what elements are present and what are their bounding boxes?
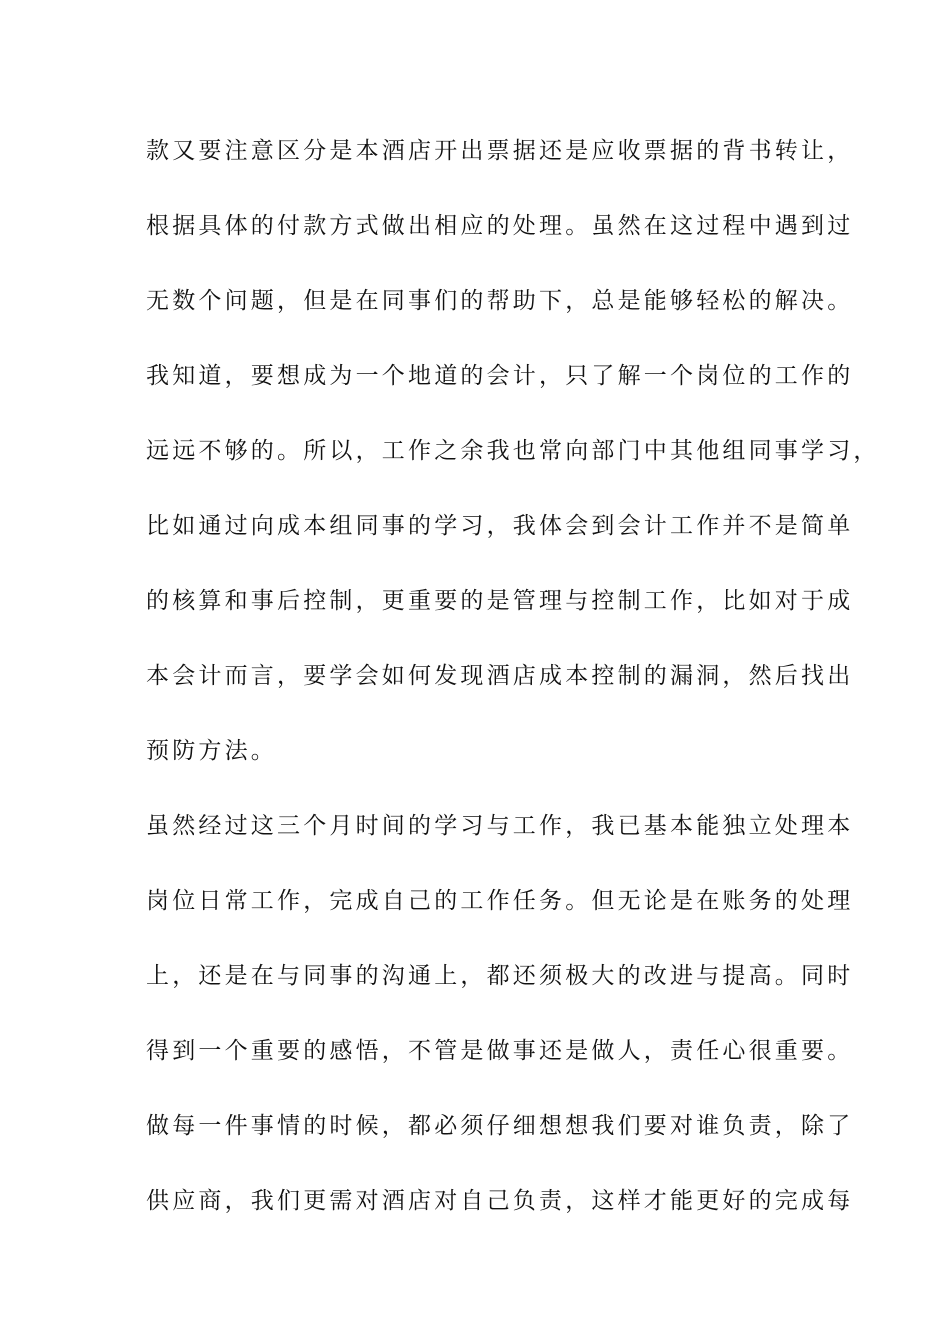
text-line: 得到一个重要的感悟，不管是做事还是做人，责任心很重要。 (146, 1038, 854, 1064)
text-line: 根据具体的付款方式做出相应的处理。虽然在这过程中遇到过 (146, 213, 854, 239)
text-line: 供应商，我们更需对酒店对自己负责，这样才能更好的完成每 (146, 1188, 854, 1214)
text-line: 预防方法。 (146, 738, 277, 764)
text-line: 虽然经过这三个月时间的学习与工作，我已基本能独立处理本 (146, 813, 854, 839)
text-line: 做每一件事情的时候，都必须仔细想想我们要对谁负责，除了 (146, 1113, 854, 1139)
text-line: 比如通过向成本组同事的学习，我体会到会计工作并不是简单 (146, 513, 854, 539)
text-line: 远远不够的。所以，工作之余我也常向部门中其他组同事学习， (146, 438, 880, 464)
text-line: 我知道，要想成为一个地道的会计，只了解一个岗位的工作的 (146, 363, 854, 389)
text-line: 无数个问题，但是在同事们的帮助下，总是能够轻松的解决。 (146, 288, 854, 314)
text-line: 上，还是在与同事的沟通上，都还须极大的改进与提高。同时 (146, 963, 854, 989)
text-line: 本会计而言，要学会如何发现酒店成本控制的漏洞，然后找出 (146, 663, 854, 689)
text-line: 岗位日常工作，完成自己的工作任务。但无论是在账务的处理 (146, 888, 854, 914)
body-text (146, 130, 880, 1255)
text-line: 的核算和事后控制，更重要的是管理与控制工作，比如对于成 (146, 588, 854, 614)
text-line: 款又要注意区分是本酒店开出票据还是应收票据的背书转让， (146, 138, 854, 164)
